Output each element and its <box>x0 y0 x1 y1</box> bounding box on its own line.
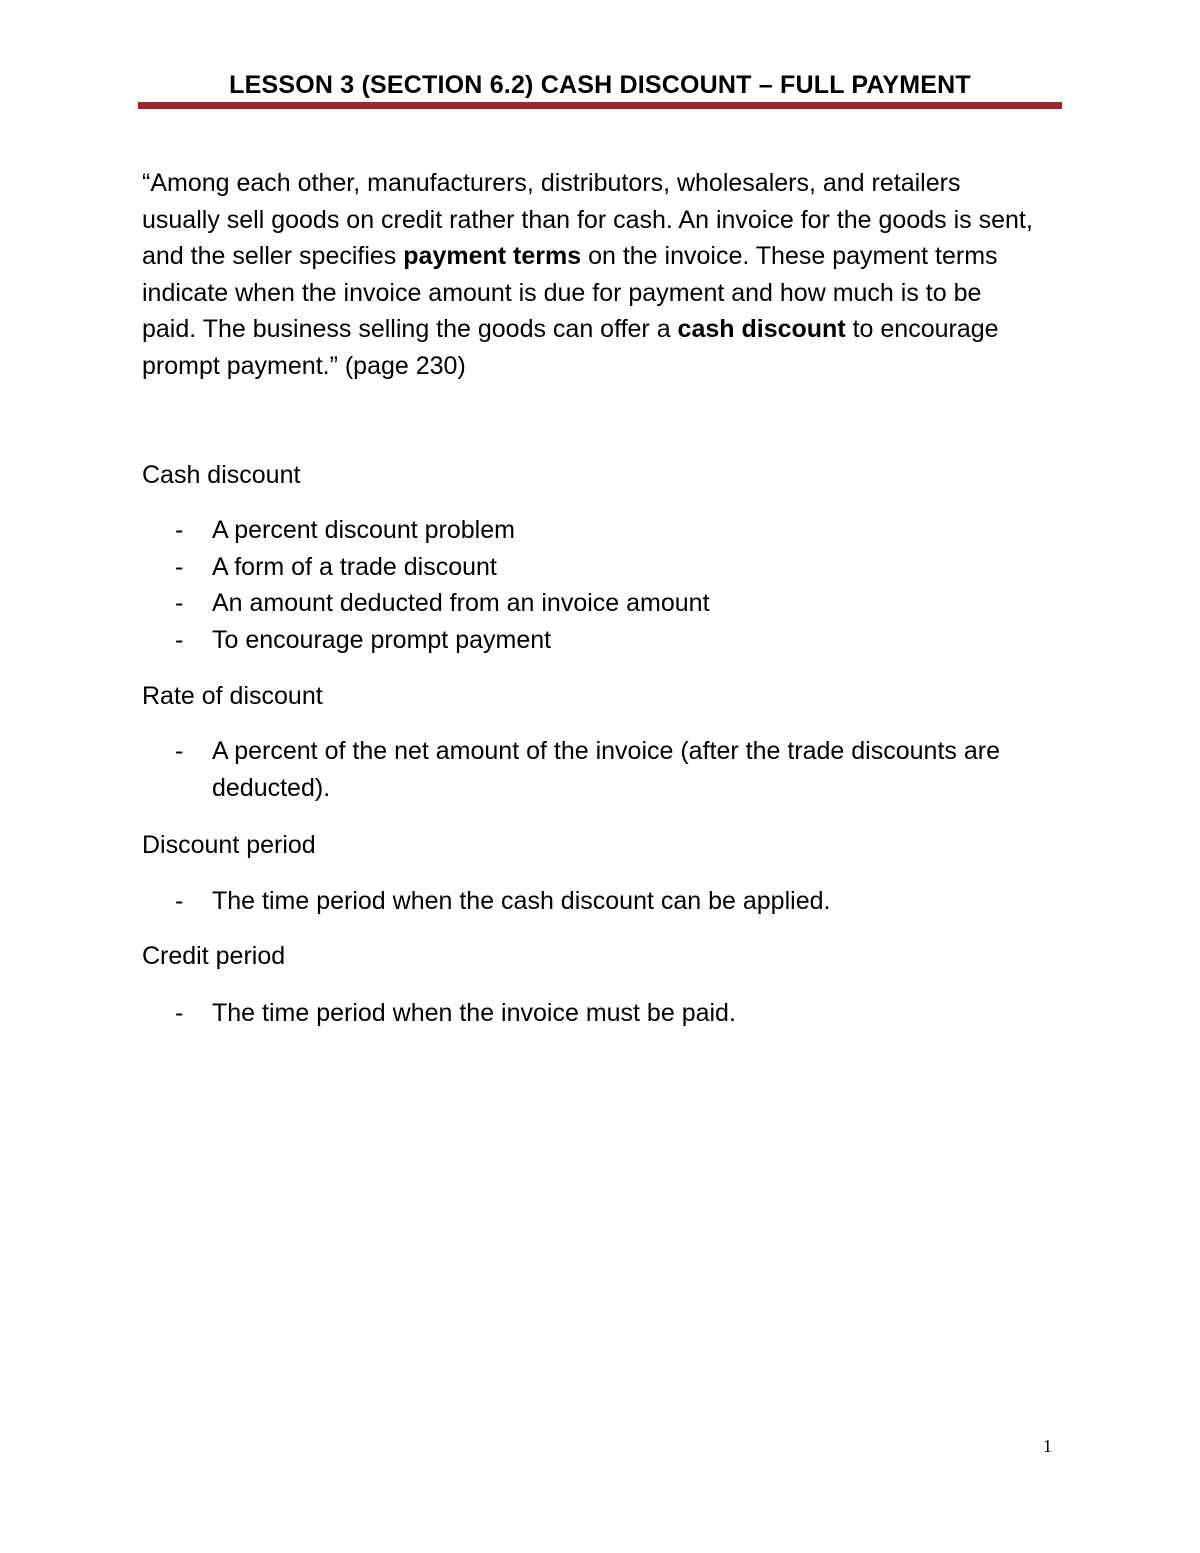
list-item <box>142 733 1042 806</box>
bullet-dash: - <box>175 516 184 544</box>
list-credit-period <box>142 995 1042 1032</box>
quote-text-3: to encourage prompt payment.” (page 230) <box>142 315 999 380</box>
heading-cash-discount: Cash discount <box>142 461 301 489</box>
bullet-dash: - <box>175 589 184 617</box>
list-item <box>142 549 1042 586</box>
bullet-dash: - <box>175 552 184 581</box>
list-item-text: The time period when the cash discount can be applied. <box>212 887 831 915</box>
heading-credit-period: Credit period <box>142 942 286 970</box>
bullet-dash: - <box>175 887 184 915</box>
intro-quote <box>142 165 1042 385</box>
bullet-dash: - <box>175 737 184 765</box>
list-discount-period <box>142 883 1042 920</box>
quote-text-2: on the invoice. These payment terms indicate when the invoice amount is due for payment and how much is to be paid. The business selling the goods can offer a <box>142 242 998 344</box>
list-item-text: A form of a trade discount <box>212 552 497 581</box>
list-item <box>142 622 1042 659</box>
list-item <box>142 883 1042 920</box>
title-underline-rule <box>138 102 1062 109</box>
list-rate-of-discount <box>142 733 1042 806</box>
quote-text-1: “Among each other, manufacturers, distributors, wholesalers, and retailers usually sell goods on credit rather than for cash. An invoice for the goods is sent, and the seller specifies <box>142 169 1033 271</box>
list-item <box>142 995 1042 1032</box>
bullet-dash: - <box>175 625 184 654</box>
list-cash-discount <box>142 512 1042 658</box>
list-item-text: To encourage prompt payment <box>212 625 552 654</box>
list-item-text: The time period when the invoice must be paid. <box>212 999 736 1027</box>
list-item <box>142 585 1042 622</box>
quote-bold-cash-discount: cash discount <box>677 315 846 344</box>
quote-bold-payment-terms: payment terms <box>403 242 582 271</box>
page-title: LESSON 3 (SECTION 6.2) CASH DISCOUNT – FULL PAYMENT <box>229 71 971 99</box>
list-item <box>142 512 1042 549</box>
heading-rate-of-discount: Rate of discount <box>142 682 323 710</box>
list-item-text: A percent of the net amount of the invoice (after the trade discounts are deducted). <box>212 737 1000 802</box>
list-item-text: An amount deducted from an invoice amount <box>212 589 710 617</box>
bullet-dash: - <box>175 999 184 1027</box>
list-item-text: A percent discount problem <box>212 516 515 544</box>
heading-discount-period: Discount period <box>142 831 316 859</box>
page-number: 1 <box>1043 1436 1052 1456</box>
